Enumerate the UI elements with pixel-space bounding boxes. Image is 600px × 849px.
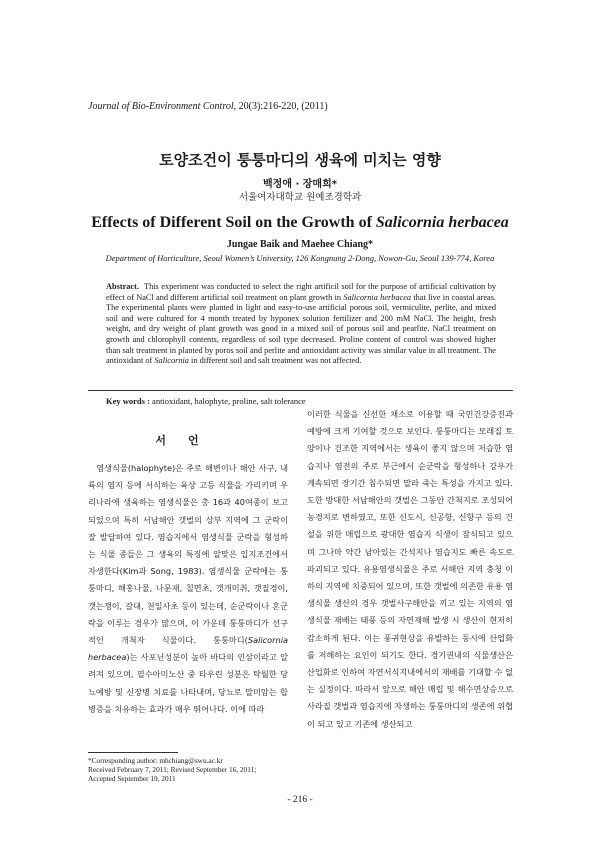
journal-year: (2011) bbox=[301, 101, 328, 112]
title-english-species: Salicornia herbacea bbox=[375, 214, 509, 231]
left-paragraph bbox=[88, 460, 288, 718]
authors-korean: 백정애 · 장매희* bbox=[263, 179, 337, 190]
abstract-divider bbox=[88, 390, 513, 391]
right-paragraph: 이러한 식물을 신선한 채소로 이용할 때 국민건강증진과 예방에 크게 기여할 것으로 보인다. 퉁퉁마디는 모래질 토양이나 건조한 지역에서는 생육이 좋지 않으며 저습한 염습지나 염전의 주로 부근에서 순군락을 형성하나 강우가 계속되면 장기간 침수되면 말라 죽는 특성을 가지고 있다. 도한 방대한 서남해안의 갯벌은 그동안 간척지로 조성되어 농경지로 변하였고, 또한 신도시, 신공항, 신항구 등의 건설을 위한 매립으로 광대한 염습지 식생이 잠식되고 있으며 그나마 약간 남아있는 간석지나 염습지도 빠른 속도로 파괴되고 있다. 유용염생식물은 주로 서해안 지역 충청 이하의 지역에 치중되어 있으며, 또한 갯벌에 의존한 유용 염생식물 생산의 경우 갯벌사구해안을 끼고 있는 지역의 염생식물 재배는 태풍 등의 자연재해 발생 시 생산이 현저히 감소하게 된다. 이는 풍귀현상을 유발하는 동시에 산업화를 저해하는 요인이 되기도 한다. 경기권내의 식물생산은 산업화로 인하여 자연서식지내에서의 재배를 기대할 수 없는 실정이다. 따라서 앞으로 해안 매립 및 해수면상승으로 사라질 갯벌과 염습지에 자생하는 퉁퉁마디의 생존에 위협이 되고 있고 기존에 생산되고 bbox=[307, 409, 513, 729]
abstract-text-1: This experiment was conducted to select the right artificil soil for the purpose of artificial cultivation by effect of NaCl and different artificial soil treatment on plant growth in bbox=[106, 282, 496, 302]
authors-english: Jungae Baik and Maehee Chiang* bbox=[226, 239, 374, 250]
title-english-main: Effects of Different Soil on the Growth of bbox=[91, 214, 376, 231]
keywords-text: antioxidant, halophyte, proline, salt tolerance bbox=[152, 396, 306, 406]
right-column bbox=[307, 406, 513, 733]
title-korean: 토양조건이 퉁퉁마디의 생육에 미치는 영향 bbox=[159, 151, 441, 169]
footnote-divider bbox=[88, 752, 178, 753]
journal-name: Journal of Bio-Environment Control, bbox=[88, 101, 237, 112]
affiliation-korean: 서울여자대학교 원예조경학과 bbox=[238, 192, 362, 203]
journal-volume: 20 bbox=[238, 101, 249, 112]
journal-issue-pages: (3):216-220, bbox=[248, 101, 299, 112]
left-text-a: 염생식물(halophyte)은 주로 해변이나 해안 사구, 내륙의 염지 등에 서식하는 육상 고등 식물을 가리키며 우리나라에 생육하는 염생식물은 총 16과 40여종이 보고되었으며 특히 서남해안 갯벌의 상부 지역에 그 군락이 잘 발달하여 있다. 염습지에서 염생식물 군락을 형성하는 식물 종들은 그 생육의 특징에 알맞은 입지조건에서 자생한다(Kim과 Song, 1983). 염생식물 군락에는 퉁퉁마디, 해홍나물, 나문재, 칠면초, 갯개미취, 갯질경이, 갯는쟁이, 갈대, 천일사초 등이 있는데, 순군락이나 혼군락을 이루는 경우가 많으며, 이 가운데 퉁퉁마디가 선구적인 개척자 식물이다. 퉁퉁마디( bbox=[88, 463, 288, 646]
received-dates: Received February 7, 2011; Revised September 16, 2011; bbox=[88, 765, 257, 775]
abstract bbox=[106, 282, 496, 367]
left-species: Salicornia herbacea bbox=[88, 635, 288, 663]
abstract-species-2: Salicornia bbox=[154, 356, 189, 366]
journal-citation bbox=[88, 101, 328, 112]
keywords bbox=[106, 396, 306, 406]
abstract-text-2: that live in coastal areas. The experimental plants were planted in light and easy-to-use artificial porous soil, vermiculite, perlite, and mixed soil and were cultured for 4 month treated by hyponex solution fertilizer and 200 mM NaCl. The height, fresh weight, and dry weight of plant growth was good in a mixed soil of porous soil and pearlite. NaCl treatment on growth and chlorophyll contents, regardless of soil type decreased. Proline content of control was showed higher than salt treatment in planted by poros soil and perlite and antioxidant activity was similar value in all treatment. The antioxidant of bbox=[106, 292, 496, 366]
section-heading: 서언 bbox=[155, 434, 221, 447]
abstract-species-1: Salicornia herbacea bbox=[343, 292, 412, 302]
title-english bbox=[0, 214, 600, 232]
footnote bbox=[88, 756, 288, 784]
accepted-date: Accepted September 19, 2011 bbox=[88, 774, 176, 784]
affiliation-english: Department of Horticulture, Seoul Women’s University, 126 Kongnung 2-Dong, Nowon-Gu, Seoul 139-774, Korea bbox=[105, 253, 495, 263]
abstract-label: Abstract. bbox=[106, 282, 139, 291]
corresponding-author: *Corresponding author: mhchiang@swu.ac.kr bbox=[88, 756, 223, 765]
abstract-text-3: in different soil and salt treatment was not affected. bbox=[188, 356, 362, 366]
left-text-b: )는 사포닌성분이 높아 바다의 인삼이라고 알려져 있으며, 필수아미노산 중 타우린 성분은 탁월한 당뇨예방 및 신장병 치료를 나타내며, 당뇨로 말미암는 합병증을 치유하는 효과가 매우 뛰어나다. 이에 따라 bbox=[88, 652, 288, 714]
page-number: - 216 - bbox=[287, 795, 313, 805]
left-column bbox=[88, 460, 288, 718]
keywords-label: Key words : bbox=[106, 396, 150, 406]
